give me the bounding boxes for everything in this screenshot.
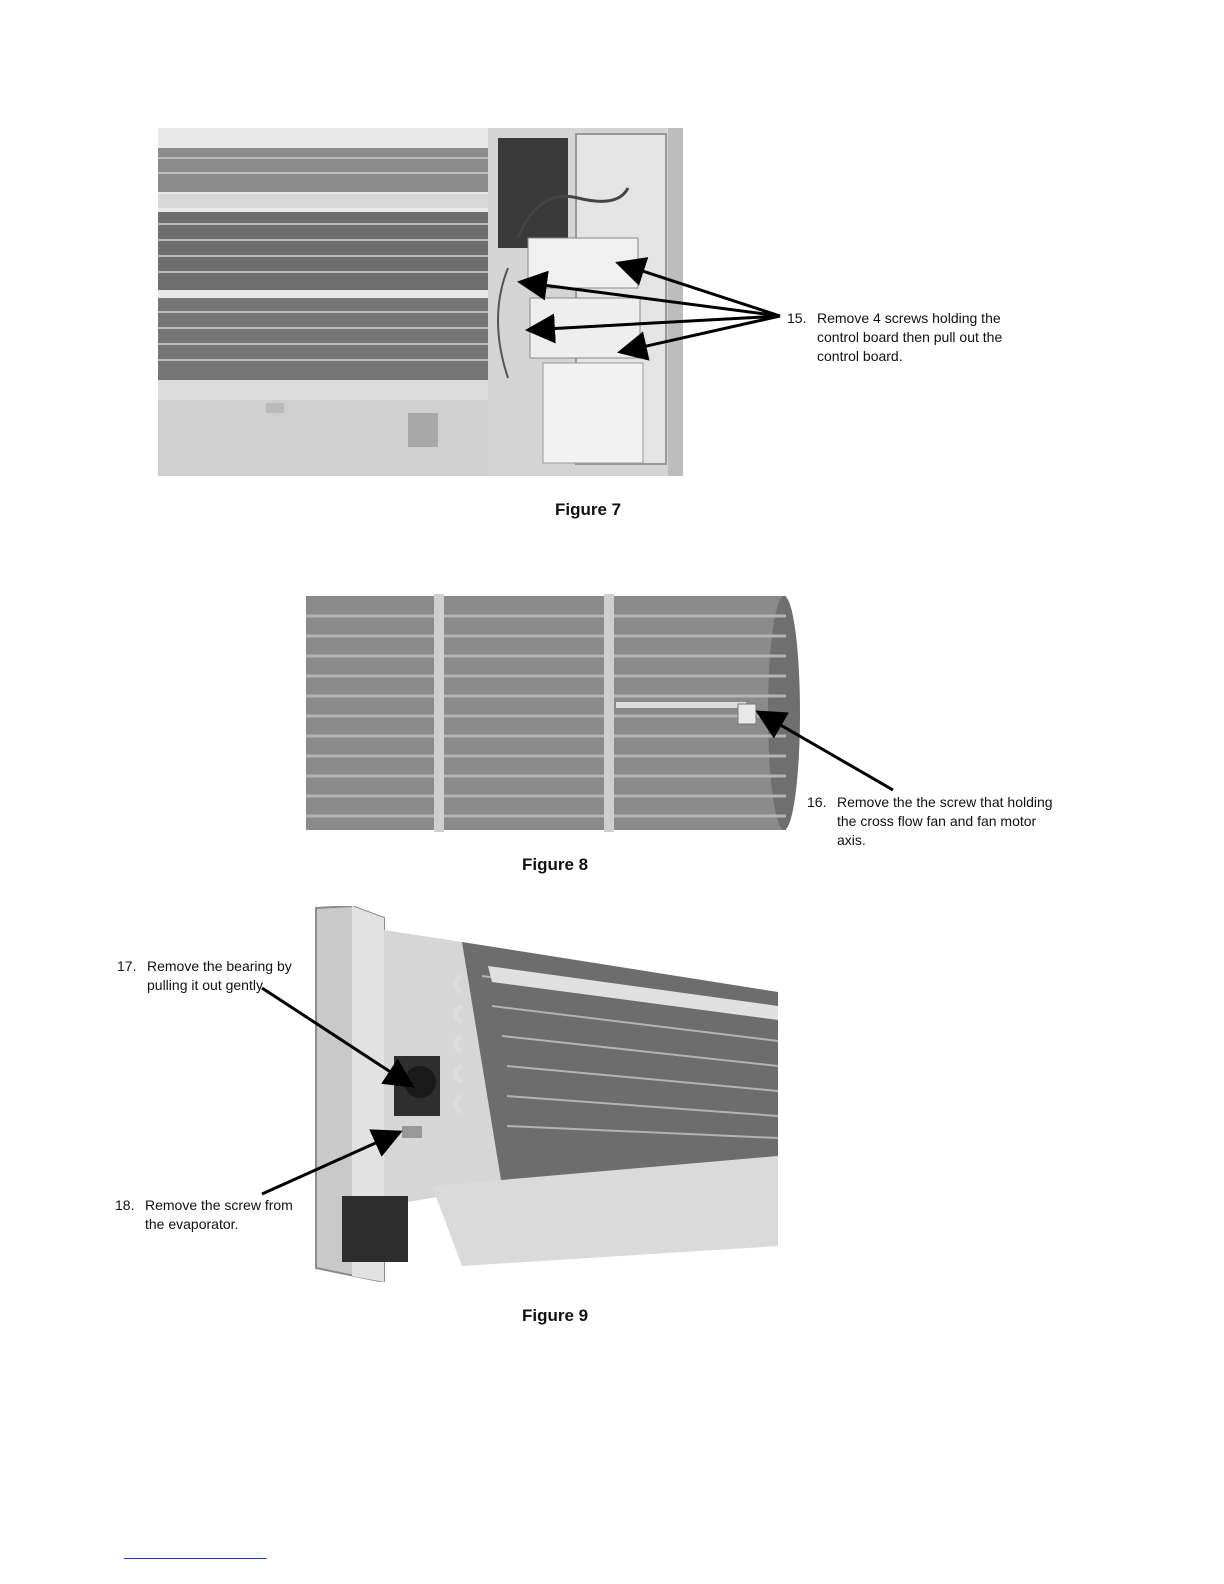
note-line: Remove 4 screws holding the: [817, 310, 1001, 326]
figure-8-caption: Figure 8: [522, 855, 589, 874]
note-line: control board then pull out the: [817, 329, 1003, 345]
step-number: 17.: [117, 958, 137, 974]
figure-7-photo: [158, 128, 683, 476]
indoor-unit-control-board-photo: [158, 128, 683, 476]
note-line: axis.: [837, 832, 866, 848]
figure-9-caption: Figure 9: [522, 1306, 589, 1325]
cross-flow-fan-photo: [306, 592, 800, 834]
note-line: Remove the screw from: [145, 1197, 293, 1213]
footer-rule: [124, 1558, 267, 1559]
instruction-17: [117, 957, 292, 995]
instruction-18: [115, 1196, 293, 1234]
note-line: control board.: [817, 348, 903, 364]
note-line: pulling it out gently.: [147, 977, 266, 993]
instruction-16: [807, 793, 1053, 850]
step-number: 18.: [115, 1197, 135, 1213]
figure-8-photo: [306, 592, 800, 834]
evaporator-bearing-photo: [312, 906, 778, 1282]
step-number: 15.: [787, 310, 807, 326]
step-number: 16.: [807, 794, 827, 810]
note-line: Remove the the screw that holding: [837, 794, 1053, 810]
note-line: Remove the bearing by: [147, 958, 292, 974]
note-line: the cross flow fan and fan motor: [837, 813, 1037, 829]
instruction-15: [787, 309, 1002, 366]
figure-9-photo: [312, 906, 778, 1282]
note-line: the evaporator.: [145, 1216, 239, 1232]
figure-7-caption: Figure 7: [555, 500, 622, 519]
